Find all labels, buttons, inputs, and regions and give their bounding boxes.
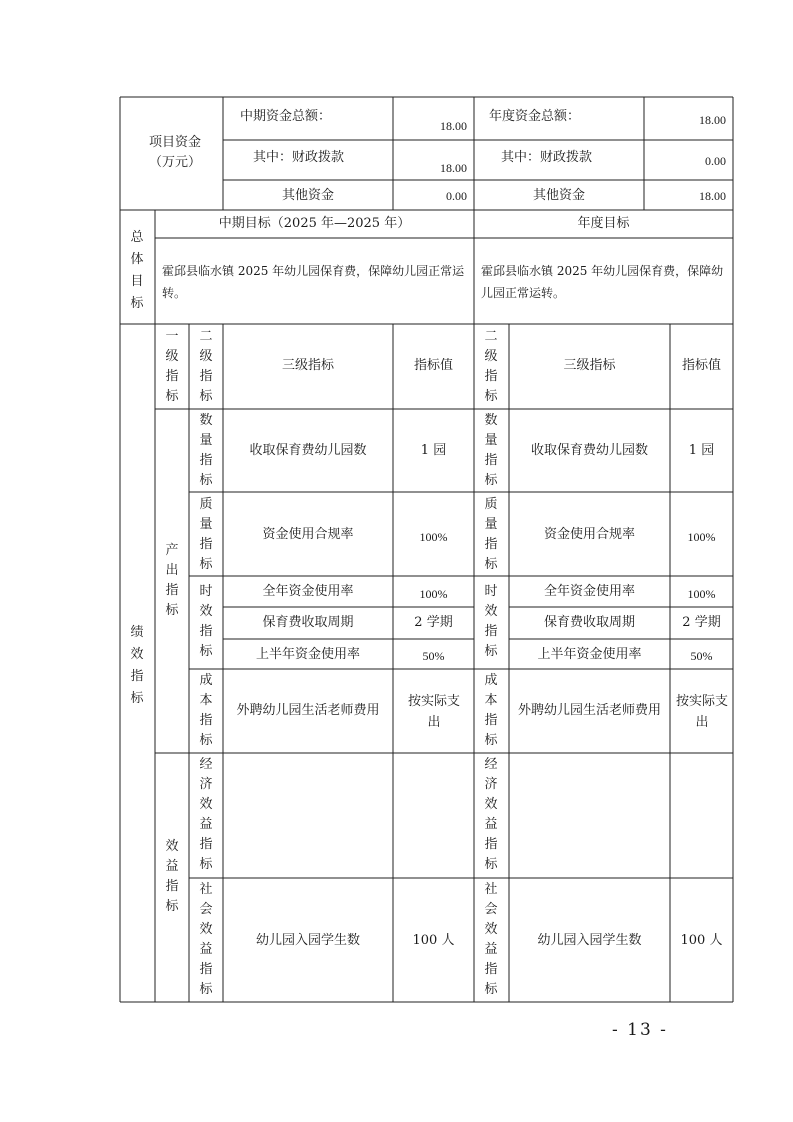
- quality-value-year: 100%: [687, 530, 716, 544]
- year-goal-text-line1: 霍邱县临水镇 2025 年幼儿园保育费，保障幼: [481, 264, 724, 278]
- quality-label-year: 质量指标: [484, 497, 498, 572]
- col-level1-header: 一级指标: [165, 329, 179, 404]
- social-name-mid: 幼儿园入园学生数: [255, 933, 360, 948]
- quantity-value-mid: 1 园: [420, 443, 447, 458]
- quality-name-year: 资金使用合规率: [543, 527, 635, 542]
- year-goal-header: 年度目标: [577, 216, 630, 231]
- annual-usage-value-year: 100%: [687, 587, 716, 601]
- timeliness-label-mid: 时效指标: [199, 584, 213, 659]
- annual-usage-value-mid: 100%: [419, 587, 448, 601]
- year-other-value: 18.00: [699, 189, 726, 203]
- quality-value-mid: 100%: [419, 530, 448, 544]
- quality-label-mid: 质量指标: [199, 497, 213, 572]
- col-level2-header-year: 二级指标: [484, 329, 498, 404]
- economic-label-mid: 经济效益指标: [199, 757, 213, 872]
- social-value-mid: 100 人: [412, 933, 455, 948]
- output-indicator-label: 产出指标: [165, 543, 179, 618]
- quantity-label-mid: 数量指标: [199, 413, 213, 488]
- mid-goal-text-line2: 转。: [162, 286, 187, 300]
- mid-total-label: 中期资金总额：: [240, 109, 332, 124]
- performance-label: 绩效指标: [130, 625, 144, 706]
- fee-period-name-mid: 保育费收取周期: [262, 615, 354, 630]
- year-fiscal-label: 其中：财政拨款: [501, 150, 593, 165]
- year-total-value: 18.00: [699, 113, 726, 127]
- year-other-label: 其他资金: [532, 188, 585, 203]
- mid-goal-text-line1: 霍邱县临水镇 2025 年幼儿园保育费，保障幼儿园正常运: [162, 264, 465, 278]
- quantity-label-year: 数量指标: [484, 413, 498, 488]
- col-level3-header-year: 三级指标: [563, 358, 616, 373]
- quantity-value-year: 1 园: [688, 443, 715, 458]
- mid-other-label: 其他资金: [281, 188, 334, 203]
- half-usage-name-year: 上半年资金使用率: [537, 647, 642, 662]
- fee-period-value-year: 2 学期: [682, 615, 721, 630]
- year-total-label: 年度资金总额：: [489, 109, 581, 124]
- fee-period-value-mid: 2 学期: [414, 615, 453, 630]
- mid-goal-header: 中期目标（2025 年—2025 年）: [218, 216, 411, 231]
- cost-name-year: 外聘幼儿园生活老师费用: [517, 703, 661, 718]
- half-usage-value-year: 50%: [690, 649, 713, 663]
- quantity-name-mid: 收取保育费幼儿园数: [249, 443, 367, 458]
- col-value-header-mid: 指标值: [413, 358, 453, 373]
- cost-label-year: 成本指标: [484, 673, 498, 748]
- mid-total-value: 18.00: [440, 119, 467, 133]
- cost-name-mid: 外聘幼儿园生活老师费用: [236, 703, 380, 718]
- social-name-year: 幼儿园入园学生数: [537, 933, 642, 948]
- col-level2-header: 二级指标: [199, 329, 213, 404]
- mid-fiscal-label: 其中：财政拨款: [253, 150, 345, 165]
- col-value-header-year: 指标值: [681, 358, 721, 373]
- economic-label-year: 经济效益指标: [484, 757, 498, 872]
- mid-other-value: 0.00: [446, 189, 467, 203]
- mid-fiscal-value: 18.00: [440, 161, 467, 175]
- timeliness-label-year: 时效指标: [484, 584, 498, 659]
- col-level3-header-mid: 三级指标: [281, 358, 334, 373]
- cost-value-mid: 按实际支出: [407, 694, 460, 730]
- social-label-year: 社会效益指标: [484, 882, 498, 997]
- page-number: - 13 -: [612, 1020, 668, 1040]
- social-label-mid: 社会效益指标: [199, 882, 213, 997]
- overall-goal-label: 总体目标: [130, 230, 144, 311]
- funds-section-label: 项目资金（万元）: [148, 135, 201, 170]
- annual-usage-name-year: 全年资金使用率: [543, 584, 635, 599]
- year-goal-text-line2: 儿园正常运转。: [481, 286, 566, 300]
- social-value-year: 100 人: [680, 933, 723, 948]
- quantity-name-year: 收取保育费幼儿园数: [530, 443, 648, 458]
- fee-period-name-year: 保育费收取周期: [543, 615, 635, 630]
- quality-name-mid: 资金使用合规率: [262, 527, 354, 542]
- half-usage-value-mid: 50%: [422, 649, 445, 663]
- year-fiscal-value: 0.00: [705, 154, 726, 168]
- cost-value-year: 按实际支出: [676, 694, 729, 730]
- benefit-indicator-label: 效益指标: [165, 839, 179, 914]
- annual-usage-name-mid: 全年资金使用率: [262, 584, 354, 599]
- cost-label-mid: 成本指标: [199, 673, 213, 748]
- half-usage-name-mid: 上半年资金使用率: [255, 647, 360, 662]
